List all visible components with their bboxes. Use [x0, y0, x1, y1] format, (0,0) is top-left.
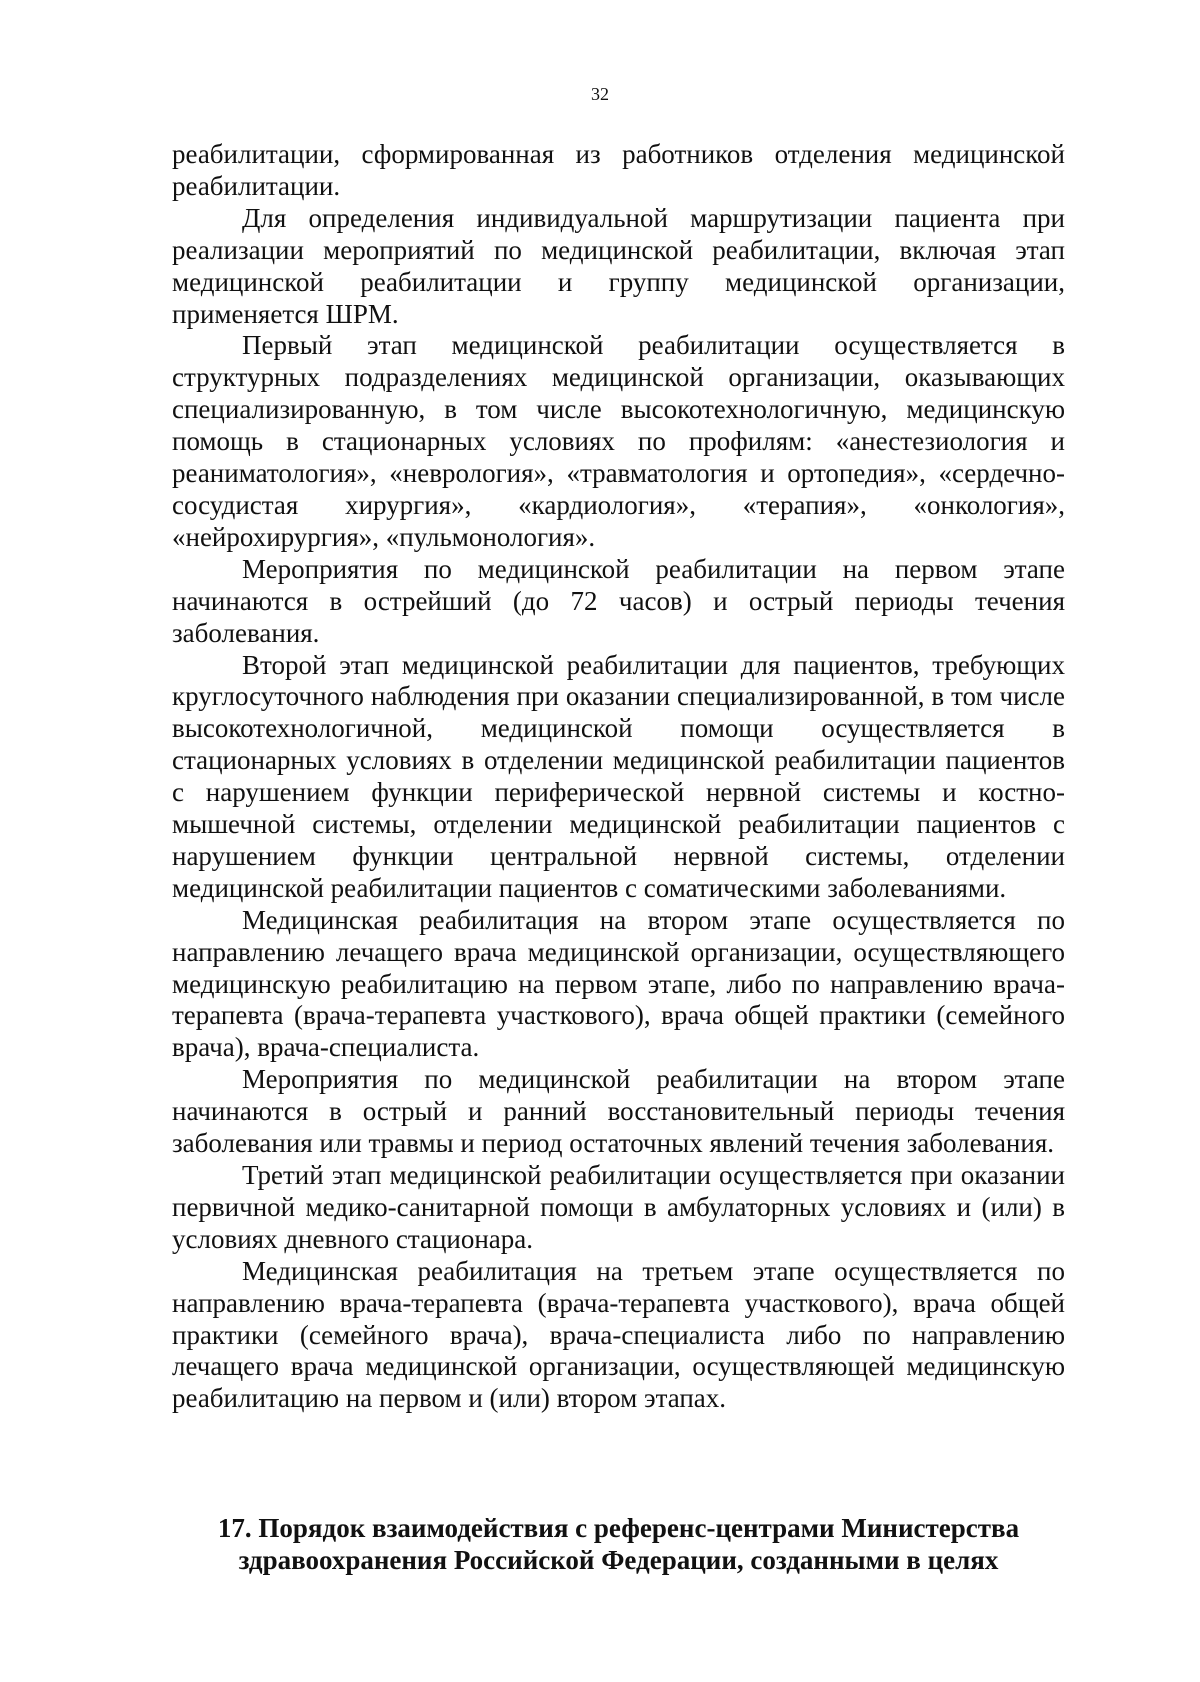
page-number: 32 — [591, 84, 609, 104]
paragraph-continuation: реабилитации, сформированная из работников отделения медицинской реабилитации. — [172, 139, 1065, 201]
section-heading-line-1: 17. Порядок взаимодействия с референс-центрами Министерства — [217, 1513, 1020, 1543]
body-text — [172, 139, 1065, 1415]
paragraph-first-stage: Первый этап медицинской реабилитации осуществляется в структурных подразделениях медицинской организации, оказывающих специализированную, в том числе высокотехнологичную, медицинскую помощь в стационарных условиях по профилям: «анестезиология и реаниматология», «неврология», «травматология и ортопедия», «сердечно-сосудистая хирургия», «кардиология», «терапия», «онкология», «нейрохирургия», «пульмонология». — [172, 330, 1065, 552]
paragraph-first-stage-timing: Мероприятия по медицинской реабилитации на первом этапе начинаются в острейший (до 72 часов) и острый периоды течения заболевания. — [172, 553, 1065, 648]
paragraph-second-stage: Второй этап медицинской реабилитации для пациентов, требующих круглосуточного наблюдения при оказании специализированной, в том числе высокотехнологичной, медицинской помощи осуществляется в стационарных условиях в отделении медицинской реабилитации пациентов с нарушением функции периферической нервной системы и костно-мышечной системы, отделении медицинской реабилитации пациентов с нарушением функции центральной нервной системы, отделении медицинской реабилитации пациентов с соматическими заболеваниями. — [172, 649, 1065, 903]
paragraph-third-stage: Третий этап медицинской реабилитации осуществляется при оказании первичной медико-санитарной помощи в амбулаторных условиях и (или) в условиях дневного стационара. — [172, 1160, 1065, 1254]
section-heading-line-2: здравоохранения Российской Федерации, созданными в целях — [238, 1545, 999, 1575]
section-heading — [172, 1512, 1065, 1576]
paragraph-second-stage-timing: Мероприятия по медицинской реабилитации на втором этапе начинаются в острый и ранний восстановительный периоды течения заболевания или травмы и период остаточных явлений течения заболевания. — [172, 1064, 1065, 1159]
paragraph-third-stage-referral: Медицинская реабилитация на третьем этапе осуществляется по направлению врача-терапевта (врача-терапевта участкового), врача общей практики (семейного врача), врача-специалиста либо по направлению лечащего врача медицинской организации, осуществляющей медицинскую реабилитацию на первом и (или) втором этапах. — [172, 1255, 1065, 1414]
paragraph-second-stage-referral: Медицинская реабилитация на втором этапе осуществляется по направлению лечащего врача медицинской организации, осуществляющего медицинскую реабилитацию на первом этапе, либо по направлению врача-терапевта (врача-терапевта участкового), врача общей практики (семейного врача), врача-специалиста. — [172, 904, 1065, 1063]
paragraph-routing: Для определения индивидуальной маршрутизации пациента при реализации мероприятий по медицинской реабилитации, включая этап медицинской реабилитации и группу медицинской организации, применяется ШРМ. — [172, 202, 1065, 329]
